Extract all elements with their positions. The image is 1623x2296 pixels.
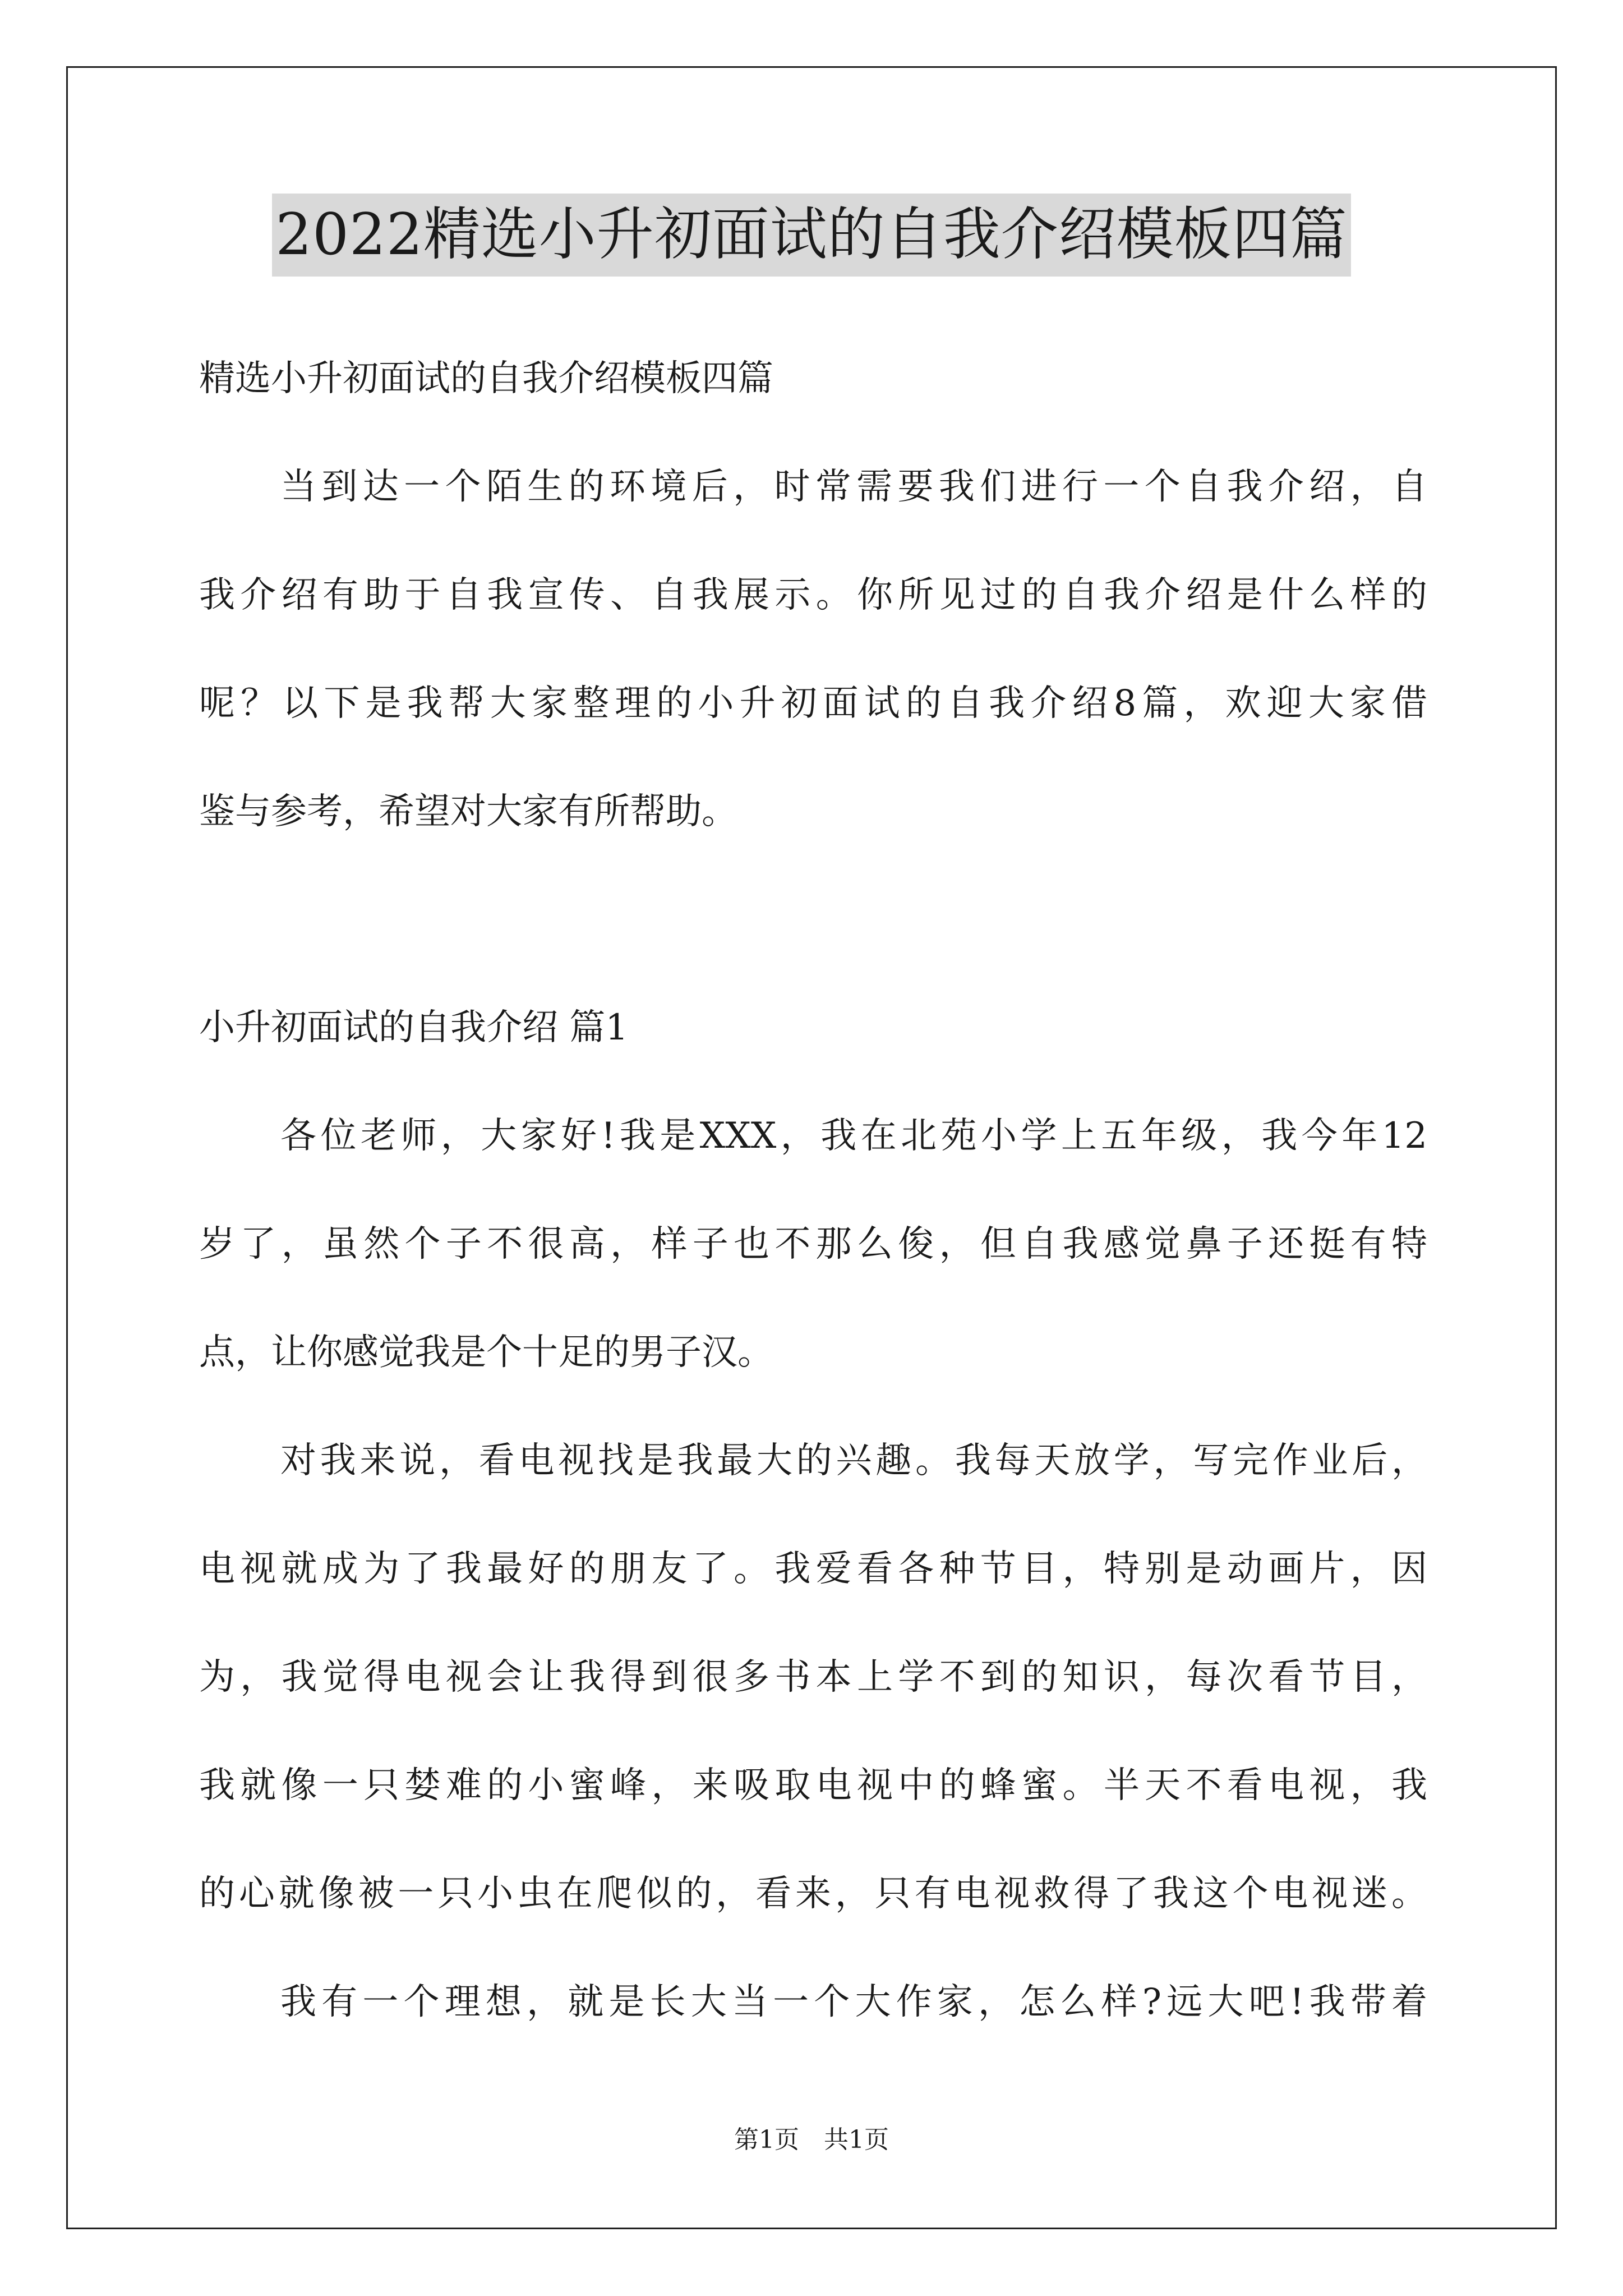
para1-line-1: 各位老师，大家好!我是XXX，我在北苑小学上五年级，我今年12: [280, 1115, 1427, 1157]
para2-line-4: 我就像一只婪难的小蜜峰，来吸取电视中的蜂蜜。半天不看电视，我: [199, 1765, 1427, 1806]
page-footer: 第1页 共1页: [734, 2125, 889, 2154]
para2-line-1: 对我来说，看电视找是我最大的兴趣。我每天放学，写完作业后，: [280, 1440, 1427, 1481]
para1-line-3: 点，让你感觉我是个十足的男子汉。: [199, 1332, 773, 1373]
para2-line-2: 电视就成为了我最好的朋友了。我爱看各种节目，特别是动画片，因: [199, 1548, 1427, 1590]
para2-line-3: 为，我觉得电视会让我得到很多书本上学不到的知识，每次看节目，: [199, 1657, 1427, 1698]
document-title: 2022精选小升初面试的自我介绍模板四篇: [272, 194, 1351, 277]
intro-line-1: 当到达一个陌生的环境后，时常需要我们进行一个自我介绍，自: [280, 466, 1427, 508]
intro-line-4: 鉴与参考，希望对大家有所帮助。: [199, 791, 737, 832]
para3-line-1: 我有一个理想，就是长大当一个大作家，怎么样?远大吧!我带着: [280, 1981, 1427, 2023]
para1-line-2: 岁了，虽然个子不很高，样子也不那么俊，但自我感觉鼻子还挺有特: [199, 1223, 1427, 1265]
intro-line-3: 呢？以下是我帮大家整理的小升初面试的自我介绍8篇，欢迎大家借: [199, 683, 1427, 724]
title-block: [0, 194, 1623, 277]
section-heading: 小升初面试的自我介绍 篇1: [199, 1007, 629, 1048]
intro-line-2: 我介绍有助于自我宣传、自我展示。你所见过的自我介绍是什么样的: [199, 574, 1427, 616]
para2-line-5: 的心就像被一只小虫在爬似的，看来，只有电视救得了我这个电视迷。: [199, 1873, 1427, 1915]
document-subtitle: 精选小升初面试的自我介绍模板四篇: [199, 358, 773, 399]
